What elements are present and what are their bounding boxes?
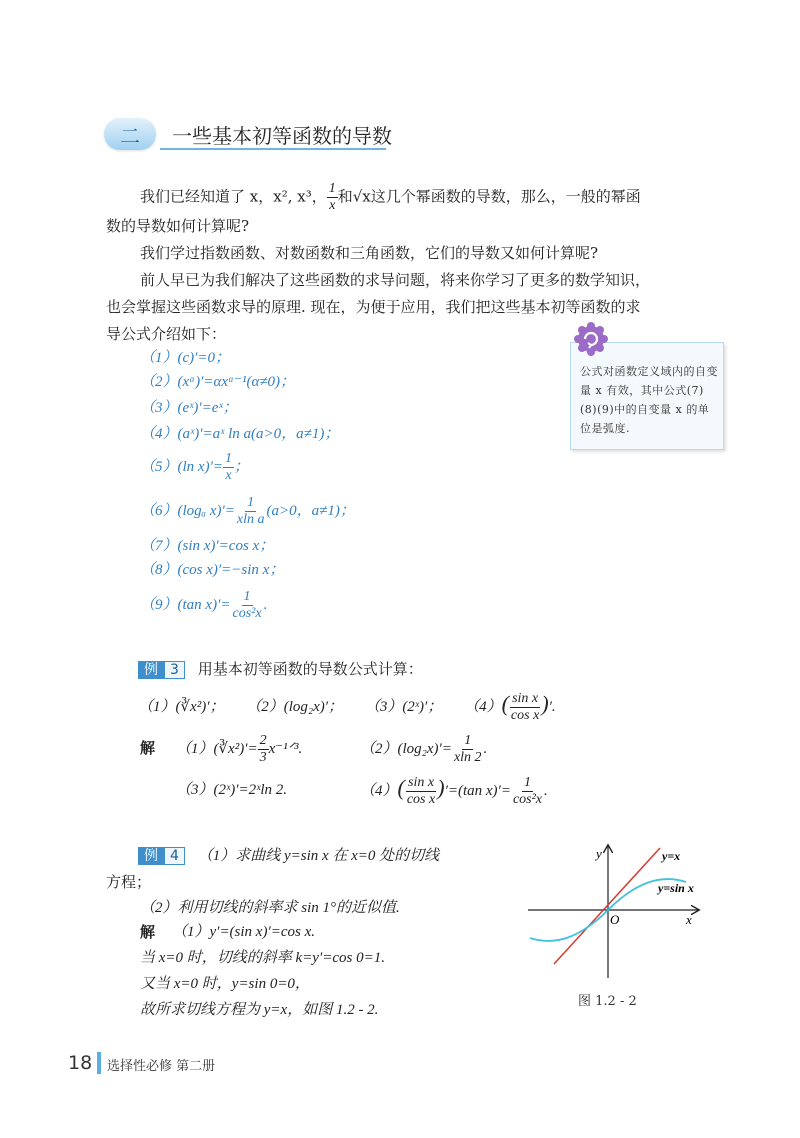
figure-origin-label: O: [610, 912, 620, 927]
example-3-prompt: 用基本初等函数的导数公式计算：: [197, 660, 423, 678]
formula-9: （9）(tan x)′= $\frac{1}{\text{cos²x}}$ .: [140, 589, 268, 621]
example-3-label: 例: [138, 661, 164, 679]
figure-curve-label: y=sin x: [658, 881, 694, 895]
example-4-solution-4: 故所求切线方程为 y=x，如图 1.2 - 2.: [140, 1002, 379, 1018]
formula-5: （5）(ln x)′= $\frac{1}{x}$ ；: [140, 451, 249, 483]
intro-line-2: 数的导数如何计算呢?: [106, 217, 250, 235]
example-4-question-2: （2）利用切线的斜率求 sin 1°的近似值.: [140, 900, 400, 916]
formula-7: （7）(sin x)′=cos x；: [140, 538, 275, 554]
footer-book-title: 选择性必修 第二册: [107, 1059, 216, 1074]
example-3-questions: （1）(∛x²)′； （2）(log₂x)′； （3）(2ˣ)′； （4）( $\frac{\text{sin x}}{\text{cos x}}$ )′.: [138, 691, 556, 724]
example-3-solution-4: （4）( $\frac{\text{sin x}}{\text{cos x}}$ )′=(tan x)′= $\frac{1}{\text{cos²x}}$ .: [360, 775, 548, 808]
formula-6: （6）(logₐ x)′= $\frac{1}{\text{xln a}}$ (a>0，a≠1)；: [140, 495, 355, 527]
note-text: 公式对函数定义域内的自变量 x 有效，其中公式(7)(8)(9)中的自变量 x 的单位是弧度.: [580, 365, 718, 435]
example-4-question-1-cont: 方程；: [106, 873, 152, 891]
formula-2: （2）(xᵅ)′=αxᵅ⁻¹(α≠0)；: [140, 374, 296, 390]
example-3-solution-3: （3）(2ˣ)′=2ˣln 2.: [176, 782, 288, 798]
note-icon: [574, 322, 608, 356]
example-3-solution-1: （1）(∛x²)′= $\frac{2}{3}$ x⁻¹ᐟ³.: [176, 733, 303, 765]
formula-3: （3）(eˣ)′=eˣ；: [140, 400, 238, 416]
example-4-label: 例: [138, 847, 164, 865]
example-4-number: 4: [164, 847, 185, 865]
section-badge-text: 二: [120, 123, 140, 148]
example-3-solution-2: （2）(log₂x)′= $\frac{1}{xln 2}$ .: [360, 733, 488, 765]
intro-paragraph-3-line-3: 导公式介绍如下：: [106, 325, 227, 343]
example-4-solution-1: （1）y′=(sin x)′=cos x.: [172, 924, 316, 940]
figure-y-label: y: [596, 846, 602, 861]
formula-8: （8）(cos x)′=−sin x；: [140, 562, 285, 578]
formula-1: （1）(c)′=0；: [140, 350, 231, 366]
example-4-solution-2: 当 x=0 时，切线的斜率 k=y′=cos 0=1.: [140, 950, 385, 966]
section-underline: [160, 148, 386, 150]
example-3-header: [138, 658, 423, 679]
example-4-question-1: （1）求曲线 y=sin x 在 x=0 处的切线: [197, 848, 440, 864]
formula-4: （4）(aˣ)′=aˣ ln a(a>0，a≠1)；: [140, 426, 340, 442]
example-3-solution-label: 解: [140, 739, 156, 757]
intro-fraction: $\frac{1}{x}$: [328, 181, 336, 213]
page-number: 18: [68, 1052, 93, 1074]
example-3-number: 3: [164, 661, 185, 679]
intro-paragraph-3-line-1: 前人早已为我们解决了这些函数的求导问题，将来你学习了更多的数学知识，: [140, 271, 651, 289]
intro-paragraph-2: 我们学过指数函数、对数函数和三角函数，它们的导数又如何计算呢?: [140, 244, 599, 262]
example-4-solution-label: 解: [140, 923, 156, 941]
footer-bar: [97, 1052, 101, 1074]
intro-line-1: 我们已经知道了 x，x², x³， $\frac{1}{x}$ 和√x这几个幂函数的导数，那么，一般的幂函: [140, 181, 641, 213]
intro-paragraph-3-line-2: 也会掌握这些函数求导的原理. 现在，为便于应用，我们把这些基本初等函数的求: [106, 298, 641, 316]
section-title: 一些基本初等函数的导数: [172, 124, 392, 148]
figure-caption: 图 1.2 - 2: [578, 994, 637, 1009]
example-4-header: [138, 844, 439, 868]
section-badge: [104, 118, 156, 150]
figure-sine-tangent: [520, 842, 720, 982]
tangent-line: [554, 848, 660, 964]
example-4-solution-3: 又当 x=0 时，y=sin 0=0，: [140, 976, 310, 992]
figure-line-label: y=x: [662, 849, 681, 863]
figure-x-label: x: [686, 912, 692, 927]
